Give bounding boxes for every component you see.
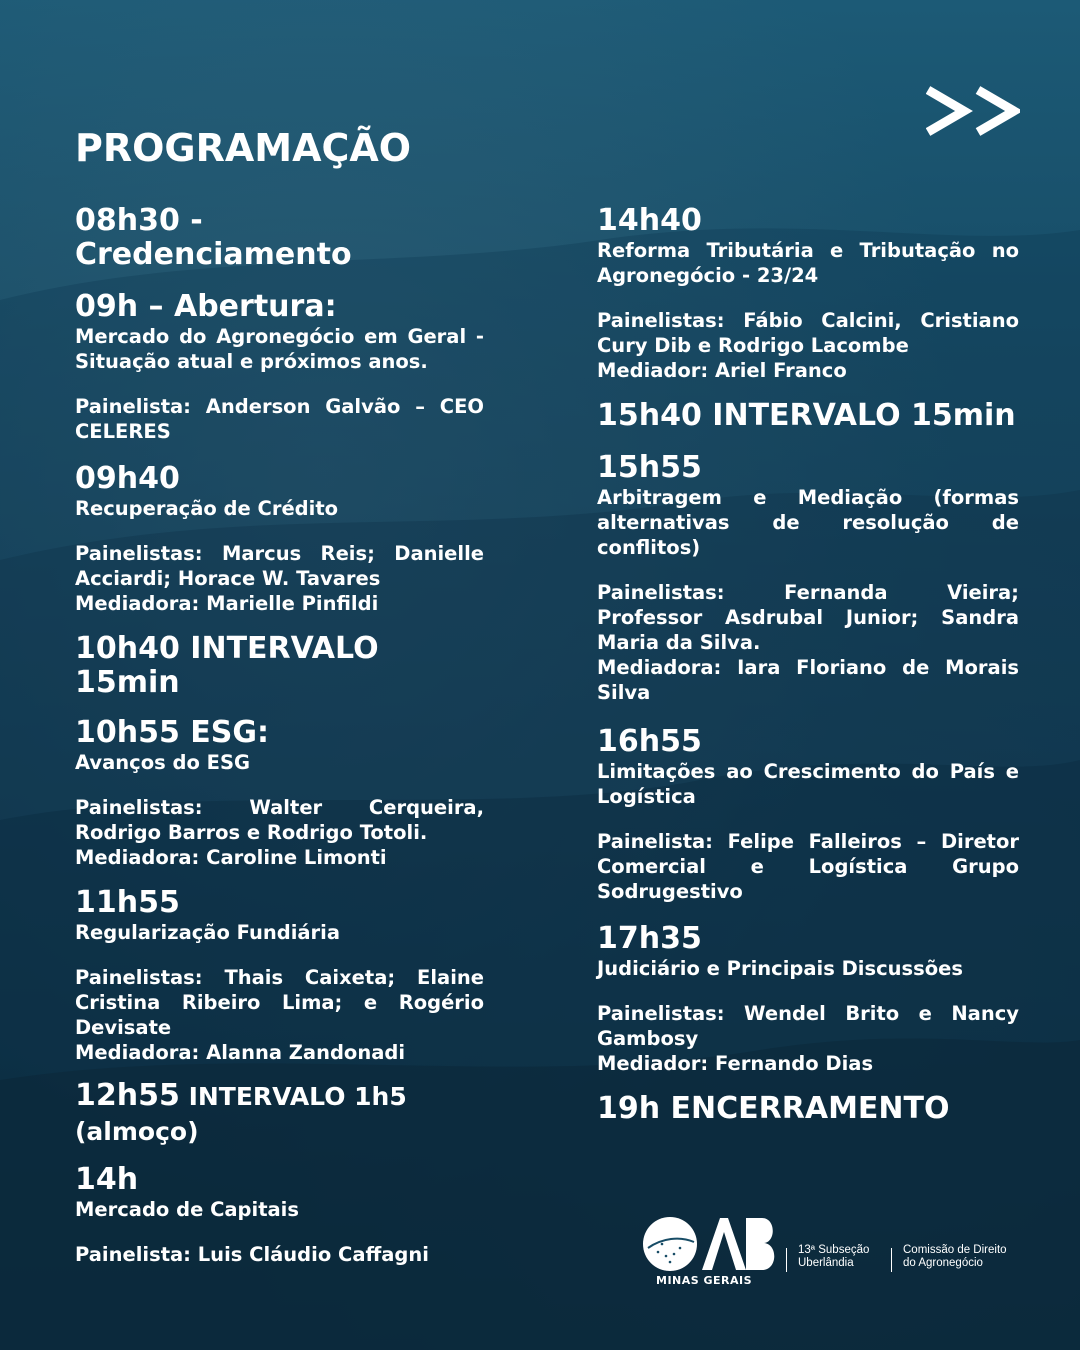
session-time: 09h – Abertura: [75, 289, 337, 324]
oab-logo [640, 1214, 780, 1274]
session-topic: Judiciário e Principais Discussões [597, 957, 963, 980]
double-chevron-right-icon [926, 86, 1020, 136]
session-time: 19h ENCERRAMENTO [597, 1091, 950, 1126]
page-title: PROGRAMAÇÃO [75, 126, 412, 170]
panelist-line: Mediador: Ariel Franco [597, 359, 847, 382]
session-panelists [597, 1001, 1019, 1076]
panelist-line: Mediadora: Iara Floriano de Morais Silva [597, 656, 1019, 704]
divider [786, 1248, 787, 1272]
panelist-line: Painelista: Anderson Galvão – CEO CELERES [75, 395, 484, 443]
session-time: 15h40 INTERVALO 15min [597, 398, 1016, 433]
schedule-right-column [597, 204, 1019, 1126]
session-panelists [75, 1242, 484, 1267]
schedule-session [75, 290, 484, 444]
schedule-session [75, 716, 484, 870]
schedule-session [597, 451, 1019, 705]
session-time: 09h40 [75, 461, 180, 496]
schedule-session [597, 725, 1019, 904]
session-time: 16h55 [597, 724, 702, 759]
session-panelists [75, 795, 484, 870]
panelist-line: Painelistas: Wendel Brito e Nancy Gambosy [597, 1002, 1019, 1050]
oab-subtitle: MINAS GERAIS [656, 1274, 753, 1287]
session-time: 15h55 [597, 450, 702, 485]
session-panelists [75, 965, 484, 1065]
session-topic: Reforma Tributária e Tributação no Agronegócio - 23/24 [597, 239, 1019, 287]
panelist-line: Painelistas: Marcus Reis; Danielle Acciardi; Horace W. Tavares [75, 542, 484, 590]
session-time: 12h55 INTERVALO 1h5 (almoço) [75, 1078, 407, 1146]
schedule-left-column [75, 204, 484, 1267]
schedule-session [75, 1079, 484, 1149]
panelist-line: Painelista: Felipe Falleiros – Diretor Comercial e Logística Grupo Sodrugestivo [597, 830, 1019, 903]
session-time: 10h40 INTERVALO 15min [75, 631, 379, 700]
session-time: 08h30 - Credenciamento [75, 203, 352, 272]
panelist-line: Painelistas: Thais Caixeta; Elaine Cristina Ribeiro Lima; e Rogério Devisate [75, 966, 484, 1039]
session-time: 10h55 ESG: [75, 715, 270, 750]
panelist-line: Mediadora: Marielle Pinfildi [75, 592, 379, 615]
schedule-session [597, 399, 1019, 433]
session-topic: Regularização Fundiária [75, 921, 341, 944]
session-panelists [597, 308, 1019, 383]
session-topic: Mercado do Agronegócio em Geral - Situação atual e próximos anos. [75, 325, 484, 373]
panelist-line: Painelistas: Walter Cerqueira, Rodrigo Barros e Rodrigo Totoli. [75, 796, 484, 844]
panelist-line: Painelistas: Fernanda Vieira; Professor Asdrubal Junior; Sandra Maria da Silva. [597, 581, 1019, 654]
session-topic: Arbitragem e Mediação (formas alternativas de resolução de conflitos) [597, 486, 1019, 559]
session-time: 14h40 [597, 203, 702, 238]
session-time: 11h55 [75, 885, 180, 920]
session-panelists [597, 580, 1019, 705]
session-time: 17h35 [597, 921, 702, 956]
schedule-session [597, 204, 1019, 383]
schedule-session [597, 1092, 1019, 1126]
session-topic: Mercado de Capitais [75, 1198, 299, 1221]
schedule-session [75, 1163, 484, 1267]
session-topic: Avanços do ESG [75, 751, 251, 774]
schedule-session [75, 632, 484, 700]
divider [891, 1248, 892, 1272]
session-time: 14h [75, 1162, 139, 1197]
comissao-label: Comissão de Direito do Agronegócio [903, 1244, 1007, 1269]
session-panelists [75, 394, 484, 444]
panelist-line: Painelista: Luis Cláudio Caffagni [75, 1243, 429, 1266]
schedule-session [75, 462, 484, 616]
session-topic: Limitações ao Crescimento do País e Logística [597, 760, 1019, 808]
footer [640, 1214, 1030, 1294]
panelist-line: Mediador: Fernando Dias [597, 1052, 874, 1075]
session-panelists [597, 829, 1019, 904]
session-topic: Recuperação de Crédito [75, 497, 339, 520]
panelist-line: Mediadora: Alanna Zandonadi [75, 1041, 406, 1064]
session-panelists [75, 541, 484, 616]
schedule-session [75, 886, 484, 1065]
schedule-session [597, 922, 1019, 1076]
panelist-line: Mediadora: Caroline Limonti [75, 846, 387, 869]
panelist-line: Painelistas: Fábio Calcini, Cristiano Cury Dib e Rodrigo Lacombe [597, 309, 1019, 357]
subsecao-label: 13ª Subseção Uberlândia [798, 1244, 870, 1269]
schedule-session [75, 204, 484, 272]
